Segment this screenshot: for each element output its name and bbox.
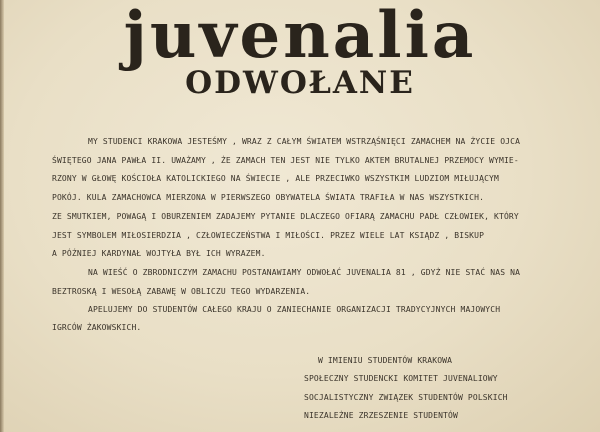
body-line: APELUJEMY DO STUDENTÓW CAŁEGO KRAJU O ZANIECHANIE ORGANIZACJI TRADYCYJNYCH MAJOWYCH bbox=[88, 305, 501, 314]
body-line: BEZTROSKĄ I WESOŁĄ ZABAWĘ W OBLICZU TEGO WYDARZENIA. bbox=[52, 287, 311, 296]
signature-line: SPOŁECZNY STUDENCKI KOMITET JUVENALIOWY bbox=[304, 374, 498, 383]
body-line: NA WIEŚĆ O ZBRODNICZYM ZAMACHU POSTANAWIAMY ODWOŁAĆ JUVENALIA 81 , GDYŻ NIE STAĆ NAS NA bbox=[88, 268, 521, 277]
signature-line: NIEZALEŻNE ZRZESZENIE STUDENTÓW bbox=[304, 411, 458, 420]
document-subtitle: ODWOŁANE bbox=[185, 65, 415, 101]
body-line: MY STUDENCI KRAKOWA JESTEŚMY , WRAZ Z CAŁYM ŚWIATEM WSTRZĄŚNIĘCI ZAMACHEM NA ŻYCIE OJCA bbox=[88, 137, 521, 146]
body-line: IGRCÓW ŻAKOWSKICH. bbox=[52, 323, 142, 332]
body-line: POKÓJ. KULA ZAMACHOWCA MIERZONA W PIERWSZEGO OBYWATELA ŚWIATA TRAFIŁA W NAS WSZYSTKICH. bbox=[52, 193, 485, 202]
body-line: RZONY W GŁOWĘ KOŚCIOŁA KATOLICKIEGO NA ŚWIECIE , ALE PRZECIWKO WSZYSTKIM LUDZIOM MIŁUJĄCYM bbox=[52, 174, 499, 183]
body-line: ŚWIĘTEGO JANA PAWŁA II. UWAŻAMY , ŻE ZAMACH TEN JEST NIE TYLKO AKTEM BRUTALNEJ PRZEMOCY WYMIE- bbox=[52, 156, 519, 165]
body-line: A PÓŹNIEJ KARDYNAŁ WOJTYŁA BYŁ ICH WYRAZEM. bbox=[52, 249, 266, 258]
signature-line: SOCJALISTYCZNY ZWIĄZEK STUDENTÓW POLSKICH bbox=[304, 393, 508, 402]
body-line: JEST SYMBOLEM MIŁOSIERDZIA , CZŁOWIECZEŃSTWA I MIŁOŚCI. PRZEZ WIELE LAT KSIĄDZ , BISKUP bbox=[52, 231, 485, 240]
signature-line: W IMIENIU STUDENTÓW KRAKOWA bbox=[318, 356, 453, 365]
body-line: ZE SMUTKIEM, POWAGĄ I OBURZENIEM ZADAJEMY PYTANIE DLACZEGO OFIARĄ ZAMACHU PADŁ CZŁOWIEK, KTÓRY bbox=[52, 212, 519, 221]
document-title: juvenalia bbox=[123, 0, 477, 73]
